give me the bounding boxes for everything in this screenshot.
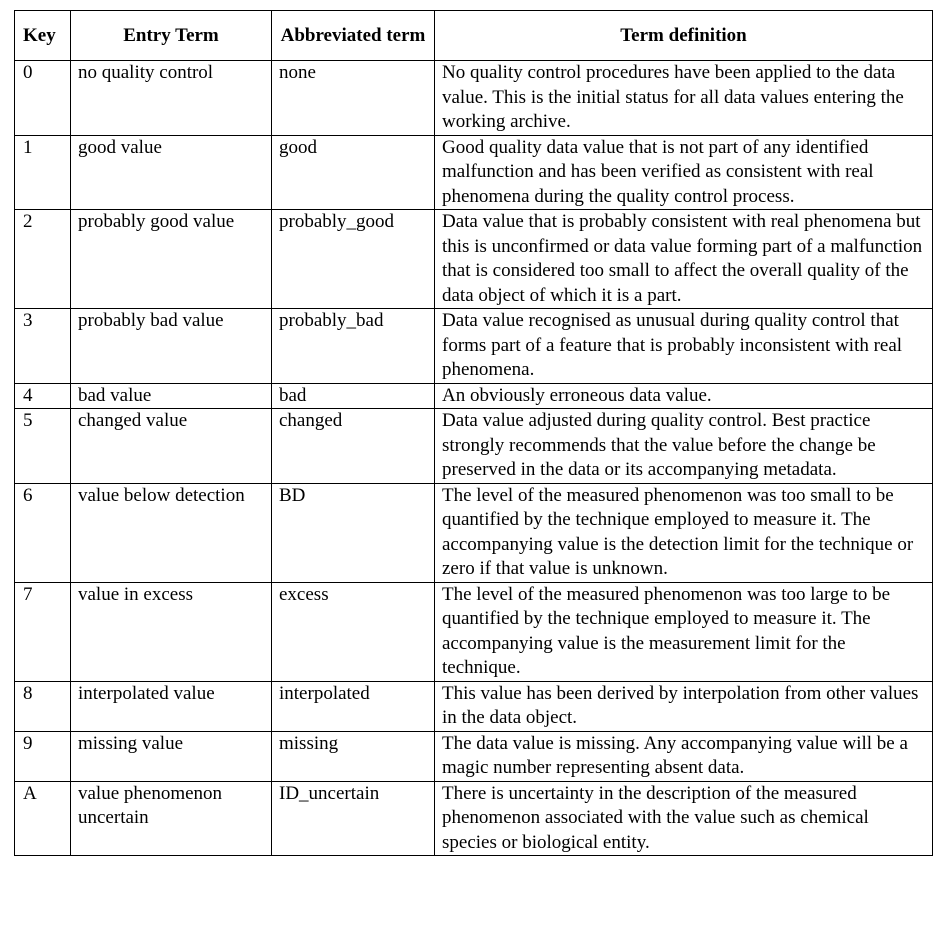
cell-key: 8 [15, 681, 71, 731]
cell-term-definition: Data value adjusted during quality control. Best practice strongly recommends that the value before the change be preserved in the data or its accompanying metadata. [435, 409, 933, 484]
cell-abbreviated-term: excess [272, 582, 435, 681]
cell-term-definition: An obviously erroneous data value. [435, 383, 933, 409]
table-row [15, 409, 933, 484]
header-key: Key [15, 11, 71, 61]
cell-abbreviated-term: probably_good [272, 210, 435, 309]
cell-term-definition: Data value recognised as unusual during quality control that forms part of a feature that is probably inconsistent with real phenomena. [435, 309, 933, 384]
cell-abbreviated-term: missing [272, 731, 435, 781]
cell-abbreviated-term: interpolated [272, 681, 435, 731]
table-row [15, 781, 933, 856]
cell-key: A [15, 781, 71, 856]
cell-abbreviated-term: bad [272, 383, 435, 409]
quality-flag-table [14, 10, 933, 856]
cell-term-definition: No quality control procedures have been applied to the data value. This is the initial status for all data values entering the working archive. [435, 61, 933, 136]
cell-entry-term: probably good value [71, 210, 272, 309]
cell-abbreviated-term: ID_uncertain [272, 781, 435, 856]
table-row [15, 309, 933, 384]
cell-key: 2 [15, 210, 71, 309]
cell-entry-term: interpolated value [71, 681, 272, 731]
cell-abbreviated-term: changed [272, 409, 435, 484]
cell-entry-term: changed value [71, 409, 272, 484]
cell-term-definition: The data value is missing. Any accompanying value will be a magic number representing absent data. [435, 731, 933, 781]
cell-entry-term: missing value [71, 731, 272, 781]
cell-term-definition: Good quality data value that is not part of any identified malfunction and has been verified as consistent with real phenomena during the quality control process. [435, 135, 933, 210]
table-row [15, 61, 933, 136]
header-abbreviated-term: Abbreviated term [272, 11, 435, 61]
cell-entry-term: value below detection [71, 483, 272, 582]
cell-entry-term: value phenomenon uncertain [71, 781, 272, 856]
cell-term-definition: Data value that is probably consistent with real phenomena but this is unconfirmed or data value forming part of a malfunction that is considered too small to affect the overall quality of the data object of which it is a part. [435, 210, 933, 309]
cell-key: 4 [15, 383, 71, 409]
cell-key: 9 [15, 731, 71, 781]
table-row [15, 135, 933, 210]
table-row [15, 210, 933, 309]
table-row [15, 483, 933, 582]
table-row [15, 681, 933, 731]
cell-abbreviated-term: good [272, 135, 435, 210]
cell-term-definition: There is uncertainty in the description of the measured phenomenon associated with the value such as chemical species or biological entity. [435, 781, 933, 856]
cell-key: 6 [15, 483, 71, 582]
cell-term-definition: The level of the measured phenomenon was too large to be quantified by the technique employed to measure it. The accompanying value is the measurement limit for the technique. [435, 582, 933, 681]
cell-abbreviated-term: BD [272, 483, 435, 582]
cell-entry-term: good value [71, 135, 272, 210]
cell-key: 5 [15, 409, 71, 484]
cell-key: 1 [15, 135, 71, 210]
cell-abbreviated-term: none [272, 61, 435, 136]
cell-key: 3 [15, 309, 71, 384]
cell-entry-term: bad value [71, 383, 272, 409]
cell-key: 0 [15, 61, 71, 136]
cell-entry-term: value in excess [71, 582, 272, 681]
table-row [15, 383, 933, 409]
cell-entry-term: no quality control [71, 61, 272, 136]
cell-key: 7 [15, 582, 71, 681]
cell-abbreviated-term: probably_bad [272, 309, 435, 384]
cell-entry-term: probably bad value [71, 309, 272, 384]
quality-flag-table-container [14, 10, 932, 856]
table-header-row [15, 11, 933, 61]
header-term-definition: Term definition [435, 11, 933, 61]
cell-term-definition: The level of the measured phenomenon was too small to be quantified by the technique employed to measure it. The accompanying value is the detection limit for the technique or zero if that value is unknown. [435, 483, 933, 582]
header-entry-term: Entry Term [71, 11, 272, 61]
table-row [15, 731, 933, 781]
cell-term-definition: This value has been derived by interpolation from other values in the data object. [435, 681, 933, 731]
table-row [15, 582, 933, 681]
